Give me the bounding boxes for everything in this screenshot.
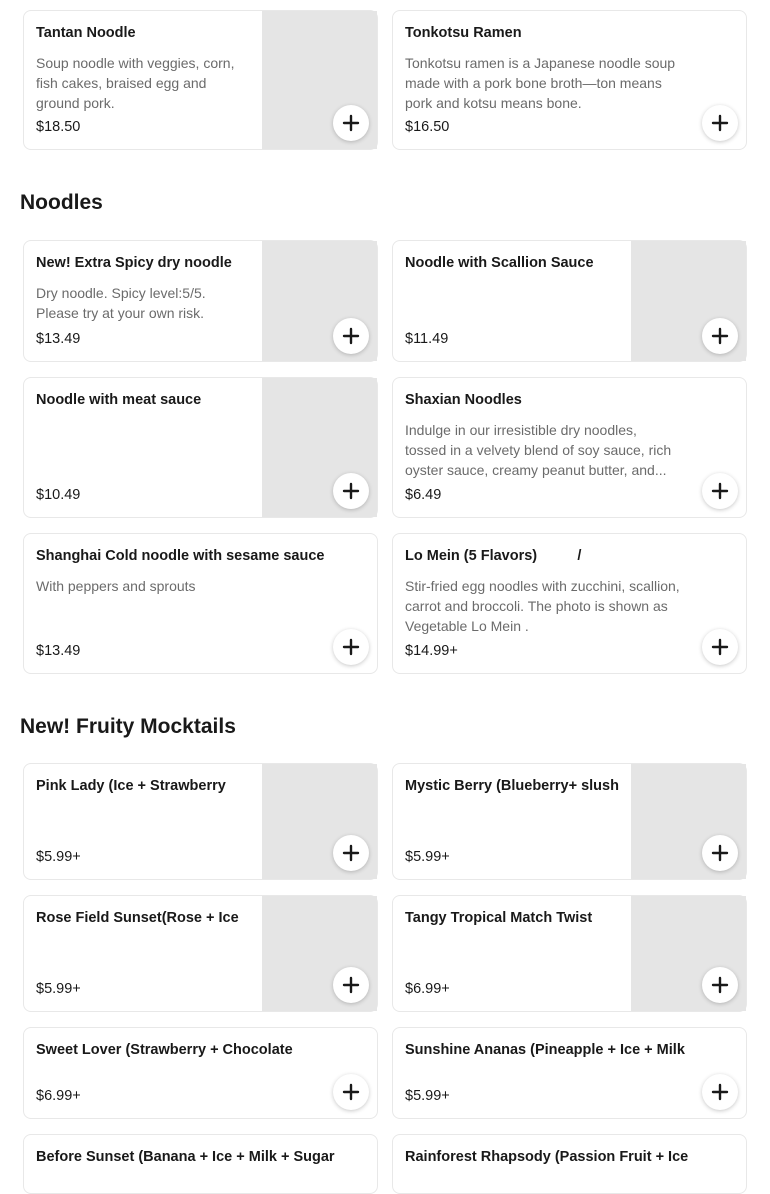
plus-icon [343,639,359,655]
add-to-cart-button[interactable] [333,835,369,871]
menu-item-card[interactable] [392,377,747,518]
plus-icon [712,639,728,655]
plus-icon [712,483,728,499]
menu-item-card[interactable] [23,895,378,1012]
menu-item-card[interactable] [23,240,378,362]
menu-item-card[interactable] [392,533,747,674]
add-to-cart-button[interactable] [702,967,738,1003]
item-price: $6.99+ [405,981,450,997]
plus-icon [343,977,359,993]
menu-item-card[interactable] [23,1134,378,1194]
add-to-cart-button[interactable] [702,318,738,354]
add-to-cart-button[interactable] [333,473,369,509]
item-name: Mystic Berry (Blueberry+ slush [405,778,619,794]
item-price: $13.49 [36,643,81,659]
menu-item-card[interactable] [392,240,747,362]
item-name: Pink Lady (Ice + Strawberry [36,778,226,794]
item-price: $10.49 [36,487,81,503]
item-price: $5.99+ [36,849,81,865]
menu-item-card[interactable] [392,1027,747,1119]
item-name: Shaxian Noodles [405,392,522,408]
item-price: $6.99+ [36,1088,81,1104]
add-to-cart-button[interactable] [333,1074,369,1110]
item-price: $13.49 [36,331,81,347]
item-name: Rose Field Sunset(Rose + Ice [36,910,239,926]
menu-item-card[interactable] [23,533,378,674]
add-to-cart-button[interactable] [702,105,738,141]
plus-icon [343,845,359,861]
item-description: Tonkotsu ramen is a Japanese noodle soup made with a pork bone broth—ton means pork and kotsu means bone. [405,55,676,111]
add-to-cart-button[interactable] [333,105,369,141]
plus-icon [343,1084,359,1100]
item-name: Noodle with meat sauce [36,392,202,408]
item-price: $5.99+ [405,1088,450,1104]
item-description: Dry noodle. Spicy level:5/5. Please try at your own risk. [36,285,206,321]
item-name: Tangy Tropical Match Twist [405,910,593,926]
item-name: Sweet Lover (Strawberry + Chocolate [36,1042,293,1058]
item-name: Tantan Noodle [36,25,136,41]
add-to-cart-button[interactable] [702,1074,738,1110]
plus-icon [712,845,728,861]
item-price: $18.50 [36,119,81,135]
item-price: $16.50 [405,119,450,135]
menu-item-card[interactable] [23,377,378,518]
section-title: Noodles [20,191,103,214]
item-name: Noodle with Scallion Sauce [405,255,594,271]
item-description: Soup noodle with veggies, corn, fish cakes, braised egg and ground pork. [36,55,235,111]
item-price: $5.99+ [405,849,450,865]
item-price: $6.49 [405,487,442,503]
menu-item-card[interactable] [23,10,378,150]
add-to-cart-button[interactable] [333,629,369,665]
item-name: Rainforest Rhapsody (Passion Fruit + Ice [405,1149,689,1165]
item-description: Indulge in our irresistible dry noodles, tossed in a velvety blend of soy sauce, rich oyster sauce, creamy peanut butter, and... [405,422,672,478]
item-name: Lo Mein (5 Flavors) / [405,548,582,564]
plus-icon [712,328,728,344]
add-to-cart-button[interactable] [333,967,369,1003]
add-to-cart-button[interactable] [702,835,738,871]
menu-item-card[interactable] [23,1027,378,1119]
plus-icon [343,328,359,344]
add-to-cart-button[interactable] [333,318,369,354]
plus-icon [712,1084,728,1100]
menu-item-card[interactable] [392,763,747,880]
plus-icon [712,977,728,993]
item-name: Tonkotsu Ramen [405,25,522,41]
menu-item-card[interactable] [23,763,378,880]
menu-item-card[interactable] [392,1134,747,1194]
add-to-cart-button[interactable] [702,629,738,665]
plus-icon [343,115,359,131]
plus-icon [712,115,728,131]
item-price: $11.49 [405,331,449,347]
item-name: Before Sunset (Banana + Ice + Milk + Sugar [36,1149,335,1165]
section-title: New! Fruity Mocktails [20,715,236,738]
item-price: $14.99+ [405,643,458,659]
item-name: New! Extra Spicy dry noodle [36,255,232,271]
item-description: With peppers and sprouts [36,578,196,594]
menu-item-card[interactable] [392,10,747,150]
plus-icon [343,483,359,499]
item-name: Sunshine Ananas (Pineapple + Ice + Milk [405,1042,685,1058]
item-price: $5.99+ [36,981,81,997]
menu-item-card[interactable] [392,895,747,1012]
item-description: Stir-fried egg noodles with zucchini, scallion, carrot and broccoli. The photo is shown as Vegetable Lo Mein . [405,578,680,634]
item-name: Shanghai Cold noodle with sesame sauce [36,548,325,564]
add-to-cart-button[interactable] [702,473,738,509]
